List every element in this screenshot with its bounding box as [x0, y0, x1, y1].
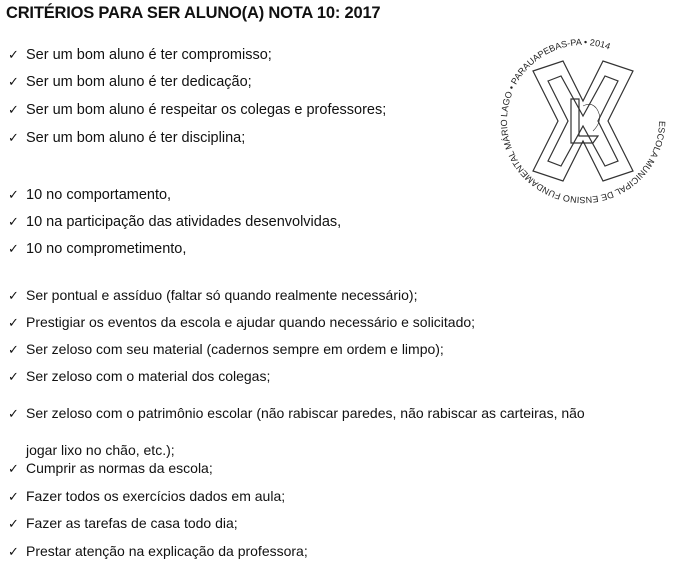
- list-item-continuation: jogar lixo no chão, etc.);: [26, 442, 175, 458]
- list-item: [8, 542, 308, 561]
- list-item: [8, 129, 245, 147]
- check-icon: ✓: [8, 74, 19, 89]
- list-item-text: Fazer todos os exercícios dados em aula;: [26, 488, 286, 504]
- list-item: [8, 73, 252, 91]
- check-icon: ✓: [8, 241, 19, 256]
- list-item: [8, 459, 213, 478]
- check-icon: ✓: [8, 516, 19, 531]
- check-icon: ✓: [8, 214, 19, 229]
- list-item-text: Ser zeloso com o material dos colegas;: [26, 368, 271, 384]
- check-icon: ✓: [8, 102, 19, 117]
- seal-ring-text: ESCOLA MUNICIPAL DE ENSINO FUNDAMENTAL MÁRIO LAGO • PARAUAPEBAS-PA • 2014: [498, 36, 668, 206]
- check-icon: ✓: [8, 342, 19, 357]
- list-item-text: 10 no comportamento,: [26, 187, 172, 203]
- list-item-text: Ser um bom aluno é ter compromisso;: [26, 47, 272, 63]
- check-icon: ✓: [8, 288, 19, 303]
- list-item-text: 10 no comprometimento,: [26, 241, 187, 257]
- check-icon: ✓: [8, 544, 19, 559]
- list-item-text: Ser pontual e assíduo (faltar só quando realmente necessário);: [26, 287, 418, 303]
- list-item: [8, 514, 238, 533]
- list-item: [8, 240, 186, 258]
- list-item-text: Prestar atenção na explicação da professora;: [26, 543, 308, 559]
- list-item: [8, 367, 270, 386]
- check-icon: ✓: [8, 315, 19, 330]
- list-item-text: Ser zeloso com o patrimônio escolar (não rabiscar paredes, não rabiscar as carteiras, não: [26, 405, 585, 421]
- check-icon: ✓: [8, 130, 19, 145]
- list-item: [8, 313, 475, 332]
- list-item: [8, 186, 171, 204]
- check-icon: ✓: [8, 369, 19, 384]
- page-title: CRITÉRIOS PARA SER ALUNO(A) NOTA 10: 2017: [6, 4, 381, 22]
- list-item-text: Prestigiar os eventos da escola e ajudar quando necessário e solicitado;: [26, 314, 476, 330]
- list-item-text: Ser um bom aluno é respeitar os colegas e professores;: [26, 102, 387, 118]
- check-icon: ✓: [8, 187, 19, 202]
- svg-text:ESCOLA MUNICIPAL DE ENSINO FUN: [499, 37, 667, 205]
- check-icon: ✓: [8, 489, 19, 504]
- list-item-text: Ser zeloso com seu material (cadernos sempre em ordem e limpo);: [26, 341, 444, 357]
- check-icon: ✓: [8, 406, 19, 421]
- list-item: [8, 286, 417, 305]
- list-item-text: Ser um bom aluno é ter disciplina;: [26, 130, 246, 146]
- list-item: [8, 46, 272, 64]
- list-item: [8, 101, 386, 119]
- check-icon: ✓: [8, 461, 19, 476]
- check-icon: ✓: [8, 47, 19, 62]
- school-seal-logo: [490, 28, 676, 214]
- list-item: [8, 213, 341, 231]
- list-item-text: Cumprir as normas da escola;: [26, 460, 213, 476]
- list-item-text: Fazer as tarefas de casa todo dia;: [26, 515, 238, 531]
- list-item: [8, 487, 285, 506]
- list-item: [8, 340, 444, 359]
- list-item-text: Ser um bom aluno é ter dedicação;: [26, 74, 252, 90]
- list-item-text: 10 na participação das atividades desenvolvidas,: [26, 214, 342, 230]
- list-item: [8, 404, 585, 423]
